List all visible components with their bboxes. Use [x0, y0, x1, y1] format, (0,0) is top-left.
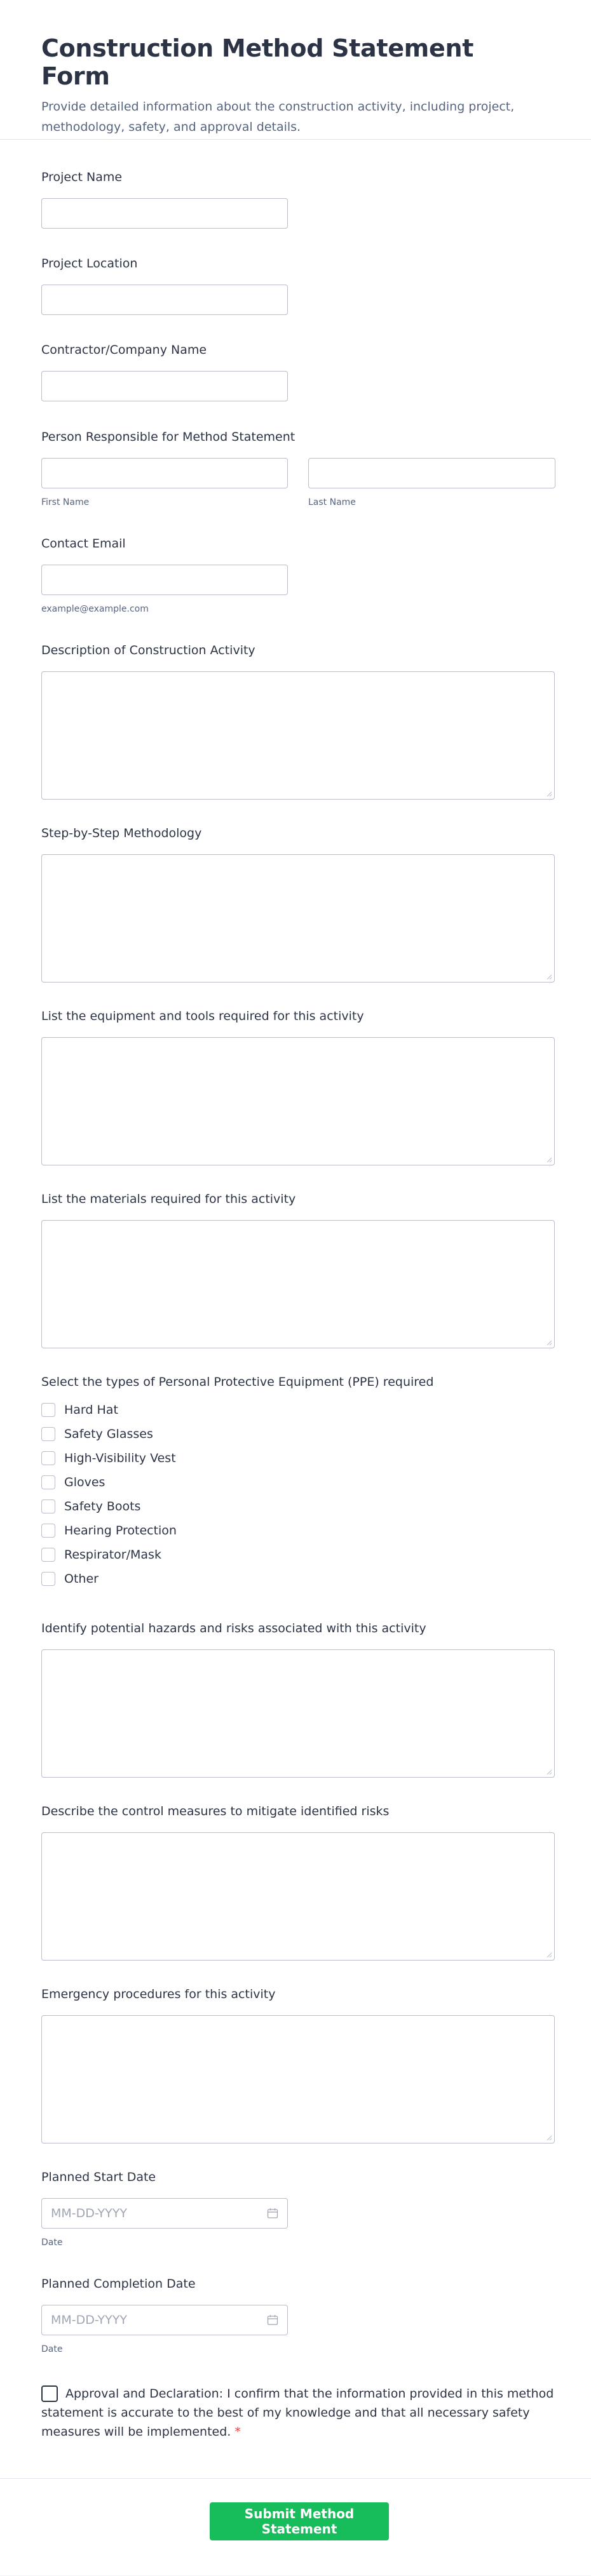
resize-handle-icon[interactable]: [547, 1952, 552, 1957]
declaration-text: [41, 2384, 556, 2441]
checkbox-label: Other: [64, 1572, 98, 1586]
project-name-input[interactable]: [41, 198, 288, 229]
materials-textarea[interactable]: [41, 1220, 555, 1348]
field-ppe: [41, 1375, 556, 1586]
checkbox-label: Hard Hat: [64, 1403, 118, 1417]
field-project-name: [41, 170, 556, 184]
ppe-option[interactable]: [41, 1546, 161, 1564]
field-label: Person Responsible for Method Statement: [41, 430, 296, 444]
last-name-sublabel: Last Name: [308, 497, 356, 507]
checkbox[interactable]: [41, 1524, 55, 1538]
equipment-textarea[interactable]: [41, 1037, 555, 1165]
resize-handle-icon[interactable]: [547, 1340, 552, 1345]
resize-handle-icon[interactable]: [547, 974, 552, 979]
field-materials: [41, 1192, 556, 1206]
field-person-responsible: [41, 430, 556, 507]
field-label: Planned Start Date: [41, 2170, 156, 2184]
email-sublabel: example@example.com: [41, 604, 149, 614]
field-contractor: [41, 343, 556, 357]
submit-button[interactable]: Submit Method Statement: [210, 2502, 389, 2540]
declaration-checkbox[interactable]: [41, 2385, 58, 2402]
completion-date-input[interactable]: [41, 2305, 288, 2335]
field-label: Description of Construction Activity: [41, 643, 255, 657]
checkbox[interactable]: [41, 1475, 55, 1489]
field-completion-date: [41, 2277, 556, 2354]
field-control-measures: [41, 1804, 556, 1818]
checkbox[interactable]: [41, 1572, 55, 1586]
field-contact-email: [41, 537, 556, 614]
field-label: Planned Completion Date: [41, 2277, 196, 2291]
checkbox[interactable]: [41, 1499, 55, 1513]
ppe-option[interactable]: [41, 1498, 140, 1515]
form-title: Construction Method Statement Form: [41, 34, 474, 90]
ppe-option[interactable]: [41, 1401, 118, 1419]
checkbox[interactable]: [41, 1451, 55, 1465]
checkbox-label: Safety Boots: [64, 1499, 141, 1513]
field-hazards: [41, 1621, 556, 1635]
required-mark: *: [234, 2425, 241, 2439]
field-label: List the equipment and tools required for this activity: [41, 1009, 364, 1023]
date-sublabel: Date: [41, 2237, 63, 2248]
field-equipment: [41, 1009, 556, 1023]
control-measures-textarea[interactable]: [41, 1832, 555, 1961]
field-emergency: [41, 1987, 556, 2001]
ppe-option[interactable]: [41, 1570, 98, 1588]
calendar-icon[interactable]: [267, 2208, 278, 2219]
field-start-date: [41, 2170, 556, 2248]
emergency-textarea[interactable]: [41, 2015, 555, 2143]
ppe-option[interactable]: [41, 1473, 105, 1491]
first-name-sublabel: First Name: [41, 497, 90, 507]
date-placeholder: MM-DD-YYYY: [51, 2206, 127, 2220]
project-location-input[interactable]: [41, 285, 288, 315]
declaration-label: Approval and Declaration: I confirm that the information provided in this method statement is accurate to the best of my knowledge and that all necessary safety measures will be implemented.: [41, 2387, 554, 2439]
checkbox[interactable]: [41, 1427, 55, 1441]
resize-handle-icon[interactable]: [547, 1769, 552, 1774]
start-date-input[interactable]: [41, 2198, 288, 2229]
contractor-input[interactable]: [41, 371, 288, 401]
field-label: Emergency procedures for this activity: [41, 1987, 276, 2001]
email-field[interactable]: [41, 565, 288, 595]
field-label: Identify potential hazards and risks associated with this activity: [41, 1621, 426, 1635]
field-description: [41, 643, 556, 657]
checkbox-label: High-Visibility Vest: [64, 1451, 176, 1465]
field-methodology: [41, 826, 556, 840]
first-name-input[interactable]: [41, 458, 288, 488]
resize-handle-icon[interactable]: [547, 2135, 552, 2140]
checkbox-label: Safety Glasses: [64, 1427, 153, 1441]
field-label: Contractor/Company Name: [41, 343, 207, 357]
checkbox-label: Gloves: [64, 1475, 105, 1489]
ppe-option[interactable]: [41, 1425, 153, 1443]
date-sublabel: Date: [41, 2344, 63, 2354]
field-label: Project Location: [41, 257, 138, 271]
field-project-location: [41, 257, 556, 271]
field-declaration: [41, 2384, 556, 2441]
field-label: Contact Email: [41, 537, 126, 551]
checkbox[interactable]: [41, 1403, 55, 1417]
field-label: Project Name: [41, 170, 123, 184]
checkbox-label: Respirator/Mask: [64, 1548, 161, 1562]
date-placeholder: MM-DD-YYYY: [51, 2313, 127, 2327]
ppe-option[interactable]: [41, 1449, 176, 1467]
field-label: List the materials required for this activity: [41, 1192, 296, 1206]
checkbox[interactable]: [41, 1548, 55, 1562]
ppe-option[interactable]: [41, 1522, 177, 1540]
form-description: Provide detailed information about the construction activity, including project, methodology, safety, and approval details.: [41, 100, 515, 134]
hazards-textarea[interactable]: [41, 1649, 555, 1778]
last-name-input[interactable]: [308, 458, 555, 488]
calendar-icon[interactable]: [267, 2314, 278, 2326]
form-footer: [0, 2478, 591, 2576]
resize-handle-icon[interactable]: [547, 791, 552, 796]
form-header: [0, 0, 591, 140]
resize-handle-icon[interactable]: [547, 1157, 552, 1162]
methodology-textarea[interactable]: [41, 854, 555, 983]
field-label: Select the types of Personal Protective Equipment (PPE) required: [41, 1375, 434, 1389]
description-textarea[interactable]: [41, 671, 555, 800]
field-label: Step-by-Step Methodology: [41, 826, 202, 840]
field-label: Describe the control measures to mitigate identified risks: [41, 1804, 390, 1818]
checkbox-label: Hearing Protection: [64, 1524, 177, 1538]
